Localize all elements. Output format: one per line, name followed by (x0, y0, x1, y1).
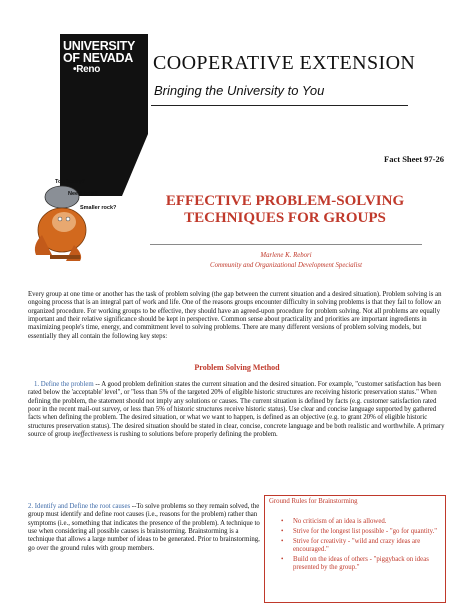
ground-rules-list (265, 518, 447, 574)
identify-causes-paragraph (28, 503, 264, 553)
ground-rules-box (264, 495, 446, 603)
fact-sheet-number: Fact Sheet 97-26 (384, 154, 444, 164)
list-item: • Build on the ideas of others - "piggyback on ideas presented by the group." (281, 555, 429, 572)
bubble-smaller-rock: Smaller rock? (80, 205, 117, 211)
list-item: • No criticism of an idea is allowed. (281, 518, 387, 525)
bullet-icon: • (281, 527, 284, 535)
logo-line-2: OF NEVADA (63, 51, 133, 65)
list-item: • Strive for the longest list possible - "go for quantity." (281, 527, 438, 535)
bubble-need-help: Need help? (68, 191, 98, 197)
logo-line-1: UNIVERSITY (63, 39, 136, 53)
section-heading: Problem Solving Method (194, 363, 280, 372)
title-divider (150, 244, 422, 245)
bullet-icon: • (281, 555, 284, 563)
document-title (150, 193, 420, 227)
identify-causes-label: 2. Identify and Define the root causes (28, 503, 131, 510)
ground-rules-title: Ground Rules for Brainstorming (269, 498, 358, 505)
bullet-icon: • (281, 537, 284, 545)
title-line-2: TECHNIQUES FOR GROUPS (184, 210, 386, 226)
define-problem-paragraph (28, 381, 446, 439)
define-emphasis: ineffectiveness (72, 431, 112, 439)
identify-text: --To solve problems so they remain solved, the group must identify and define root causes (i.e., reasons for the problem) rather than symptoms (i.e., something that indicates the presence of the problem). A technique to use when considering all possible causes is brainstorming. Brainstorming is a technique that allows a large number of ideas to be generated. Prior to brainstorming, go over the ground rules with group members. (28, 503, 260, 552)
header-divider (151, 105, 408, 106)
caveman-cartoon (22, 175, 142, 265)
bubble-too-heavy: Too heavy? (55, 179, 86, 185)
logo-line-3: •Reno (73, 64, 101, 75)
caveman-illustration (22, 175, 142, 265)
intro-paragraph: Every group at one time or another has the task of problem solving (the gap between the current situation and a desired situation). Problem solving is an ongoing process that is an integral part of work and life. One of the reasons groups encounter difficulty in solving problems is that they fail to follow an organized procedure. For working groups to be effective, they should have an agreed-upon procedure for problem solving. Not all problems are equally important and their relative significance should be kept in perspective. Common sense about practicality and priorities are important ingredients in maximizing people's time, energy, and commitment level to solving problems. There are many different versions of problem solving models, but essentially they all contain the following key steps: (28, 291, 442, 340)
list-item: • Strive for creativity - "wild and crazy ideas are encouraged." (281, 537, 421, 554)
title-line-1: EFFECTIVE PROBLEM-SOLVING (165, 193, 405, 209)
tagline: Bringing the University to You (154, 83, 325, 98)
author-affiliation: Community and Organizational Development Specialist (210, 262, 362, 269)
author-name: Marlene K. Rebori (260, 252, 312, 259)
org-title: COOPERATIVE EXTENSION (153, 52, 416, 74)
define-text-b: is rushing to solutions before properly defining the problem. (112, 431, 278, 439)
bullet-icon: • (281, 518, 284, 525)
define-problem-label: 1. Define the problem (34, 381, 94, 388)
define-text-a: -- A good problem definition states the current situation and the desired situation. For example, "customer satisfaction has been rated below the 'acceptable' level", or "less than 5% of the targeted 20% of eligible historic structures are receiving historic preservation status." When defining the problem, the statement should not imply any solutions or causes. The current situation is defined by facts (e.g. customer satisfaction rated poor in the recent mail-out survey, or less than 5% of historic structures receive historic status). Use clear and concise language supported by gathered facts when defining the problem. The desired situation, or what we want to happen, is defined as an objective (e.g. to grant 20% of eligible historic structures preservation status). The desired situation should be stated in clear, concise, concrete language and be both realistic and worthwhile. A primary source of group (28, 381, 445, 439)
